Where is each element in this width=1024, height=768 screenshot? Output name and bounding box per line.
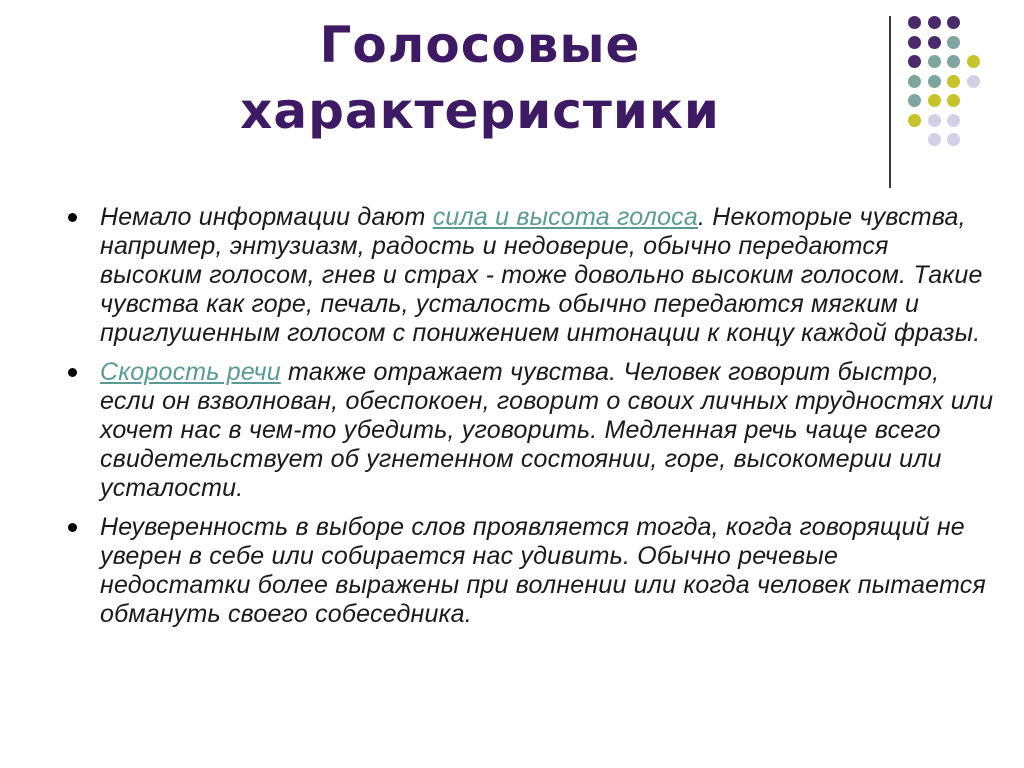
decorative-dot-lavender [967, 75, 980, 88]
decorative-dot-purple [908, 55, 921, 68]
decorative-dot-lime [947, 75, 960, 88]
bullet-list [64, 203, 994, 639]
decorative-dot-lime [928, 94, 941, 107]
bullet-dot-icon [68, 368, 77, 377]
decorative-dot-lime [967, 55, 980, 68]
decorative-dot-teal [928, 75, 941, 88]
decorative-dot-teal [908, 94, 921, 107]
link-speech-rate[interactable]: Скорость речи [100, 358, 281, 386]
decorative-dot-grid [904, 12, 1014, 172]
bullet-item-3 [64, 513, 994, 629]
bullet-dot-icon [68, 213, 77, 222]
link-voice-power-pitch[interactable]: сила и высота голоса [432, 203, 698, 231]
decorative-dot-teal [947, 55, 960, 68]
decorative-dot-purple [947, 16, 960, 29]
decorative-dot-purple [908, 16, 921, 29]
decorative-dot-teal [928, 55, 941, 68]
decorative-dot-lavender [928, 133, 941, 146]
decorative-dot-purple [928, 36, 941, 49]
bullet-1-text-after: . Некоторые чувства, например, энтузиазм, радость и недоверие, обычно передаются высоким голосом, гнев и страх - тоже довольно высоким голосом. Такие чувства как горе, печаль, усталость обычно передаются мягким и приглушенным голосом с понижением интонации к концу каждой фразы. [100, 203, 983, 347]
decorative-dot-lime [947, 94, 960, 107]
decorative-dot-lavender [947, 133, 960, 146]
bullet-dot-icon [68, 523, 77, 532]
bullet-item-1 [64, 203, 994, 348]
title-line-2: характеристики [240, 82, 720, 140]
bullet-3-text: Неуверенность в выборе слов проявляется тогда, когда говорящий не уверен в себе или собирается нас удивить. Обычно речевые недостатки более выражены при волнении или когда человек пытается обмануть своего собеседника. [100, 513, 986, 628]
decorative-dot-lime [908, 114, 921, 127]
decorative-dot-purple [928, 16, 941, 29]
bullet-1-text-before: Немало информации дают [100, 203, 433, 231]
bullet-item-2 [64, 358, 994, 503]
decorative-dot-purple [908, 36, 921, 49]
decorative-divider-line [889, 16, 891, 188]
bullet-2-text-after: также отражает чувства. Человек говорит быстро, если он взволнован, обеспокоен, говорит о своих личных трудностях или хочет нас в чем-то убедить, уговорить. Медленная речь чаще всего свидетельствует об угнетенном состоянии, горе, высокомерии или усталости. [100, 358, 994, 502]
decorative-dot-teal [947, 36, 960, 49]
decorative-dot-lavender [928, 114, 941, 127]
slide-title [120, 12, 840, 144]
title-line-1: Голосовые [319, 16, 641, 74]
decorative-dot-lavender [947, 114, 960, 127]
decorative-dot-teal [908, 75, 921, 88]
